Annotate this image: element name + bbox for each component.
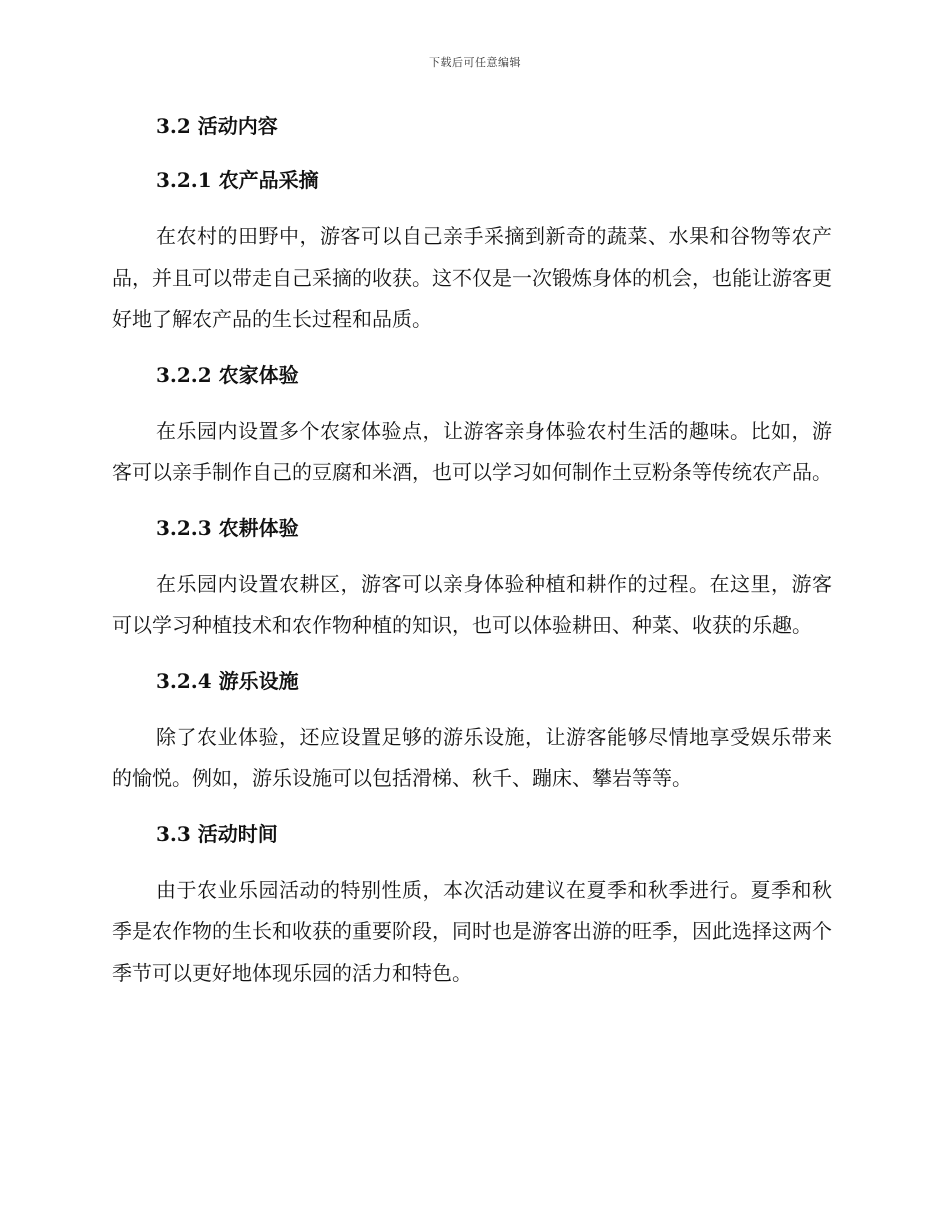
paragraph-3-2-3: 在乐园内设置农耕区，游客可以亲身体验种植和耕作的过程。在这里，游客可以学习种植技术和农作物种植的知识，也可以体验耕田、种菜、收获的乐趣。	[112, 571, 832, 637]
paragraph-3-3: 由于农业乐园活动的特别性质，本次活动建议在夏季和秋季进行。夏季和秋季是农作物的生长和收获的重要阶段，同时也是游客出游的旺季，因此选择这两个季节可以更好地体现乐园的活力和特色。	[112, 877, 832, 985]
page-header: 下载后可任意编辑	[429, 56, 521, 69]
paragraph-3-2-1: 在农村的田野中，游客可以自己亲手采摘到新奇的蔬菜、水果和谷物等农产品，并且可以带走自己采摘的收获。这不仅是一次锻炼身体的机会，也能让游客更好地了解农产品的生长过程和品质。	[112, 224, 832, 331]
paragraph-3-2-4: 除了农业体验，还应设置足够的游乐设施，让游客能够尽情地享受娱乐带来的愉悦。例如，游乐设施可以包括滑梯、秋千、蹦床、攀岩等等。	[112, 724, 832, 790]
heading-3-2: 3.2 活动内容	[156, 114, 278, 138]
document-body	[112, 108, 832, 994]
heading-3-2-2: 3.2.2 农家体验	[156, 362, 299, 387]
heading-3-2-1: 3.2.1 农产品采摘	[156, 168, 319, 192]
heading-3-2-3: 3.2.3 农耕体验	[156, 515, 299, 540]
paragraph-3-2-2: 在乐园内设置多个农家体验点，让游客亲身体验农村生活的趣味。比如，游客可以亲手制作自己的豆腐和米酒，也可以学习如何制作土豆粉条等传统农产品。	[112, 418, 832, 484]
heading-3-2-4: 3.2.4 游乐设施	[156, 668, 299, 693]
heading-3-3: 3.3 活动时间	[156, 821, 278, 846]
